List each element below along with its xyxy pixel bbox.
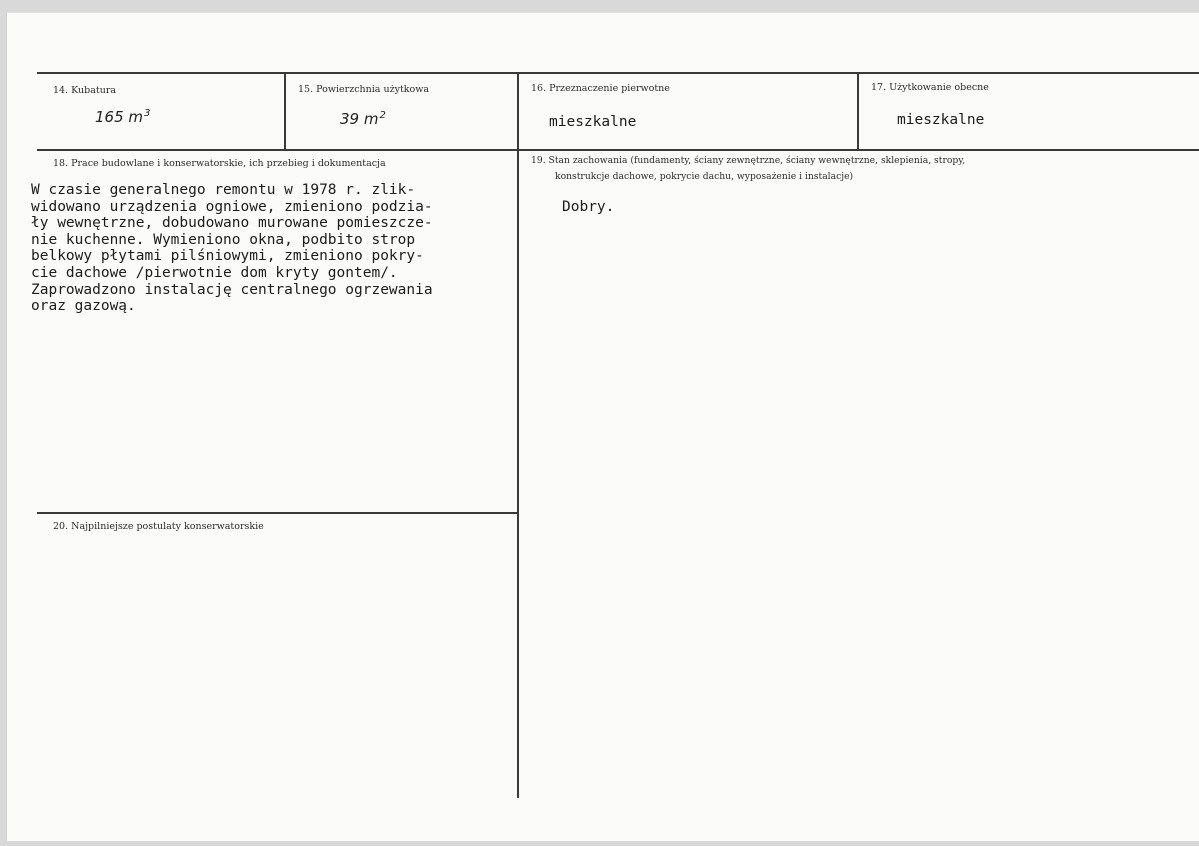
uzytkowanie-label: 17. Użytkowanie obecne [871, 82, 989, 93]
prace-line: oraz gazową. [31, 298, 136, 315]
powierzchnia-label: 15. Powierzchnia użytkowa [298, 84, 430, 95]
prace-line: W czasie generalnego remontu w 1978 r. zlik- [31, 182, 416, 198]
powierzchnia-value: 39 $m^2$ [340, 110, 386, 128]
divider-main [517, 74, 519, 798]
stan-value: Dobry. [562, 199, 615, 215]
postulaty-label: 20. Najpilniejsze postulaty konserwatorskie [53, 521, 264, 532]
prace-line: belkowy płytami pilśniowymi, zmieniono pokry- [31, 248, 424, 265]
divider-16-17 [857, 74, 859, 149]
prace-line: cie dachowe /pierwotnie dom kryty gontem/. [31, 264, 398, 281]
top-rule [37, 72, 1199, 74]
uzytkowanie-value: mieszkalne [897, 112, 985, 128]
stan-label-line1: 19. Stan zachowania (fundamenty, ściany zewnętrzne, ściany wewnętrzne, sklepienia, stropy, [531, 155, 966, 166]
prace-line: nie kuchenne. Wymieniono okna, podbito strop [31, 231, 416, 248]
przeznaczenie-label: 16. Przeznaczenie pierwotne [531, 83, 670, 94]
record-card [6, 12, 1199, 841]
kubatura-value: 165 $m^3$ [95, 108, 151, 126]
prace-label: 18. Prace budowlane i konserwatorskie, ich przebieg i dokumentacja [53, 158, 386, 169]
prace-line: widowano urządzenia ogniowe, zmieniono podzia- [31, 198, 433, 215]
header-row-bottom-rule [37, 149, 1199, 151]
kubatura-label: 14. Kubatura [53, 85, 117, 96]
section-18-bottom-rule [37, 512, 519, 514]
prace-text [31, 182, 433, 315]
prace-line: Zaprowadzono instalację centralnego ogrzewania [31, 281, 433, 298]
prace-line: ły wewnętrzne, dobudowano murowane pomieszcze- [31, 215, 433, 232]
przeznaczenie-value: mieszkalne [549, 114, 637, 130]
divider-14-15 [284, 74, 286, 149]
stan-label-line2: konstrukcje dachowe, pokrycie dachu, wyposażenie i instalacje) [555, 171, 854, 182]
